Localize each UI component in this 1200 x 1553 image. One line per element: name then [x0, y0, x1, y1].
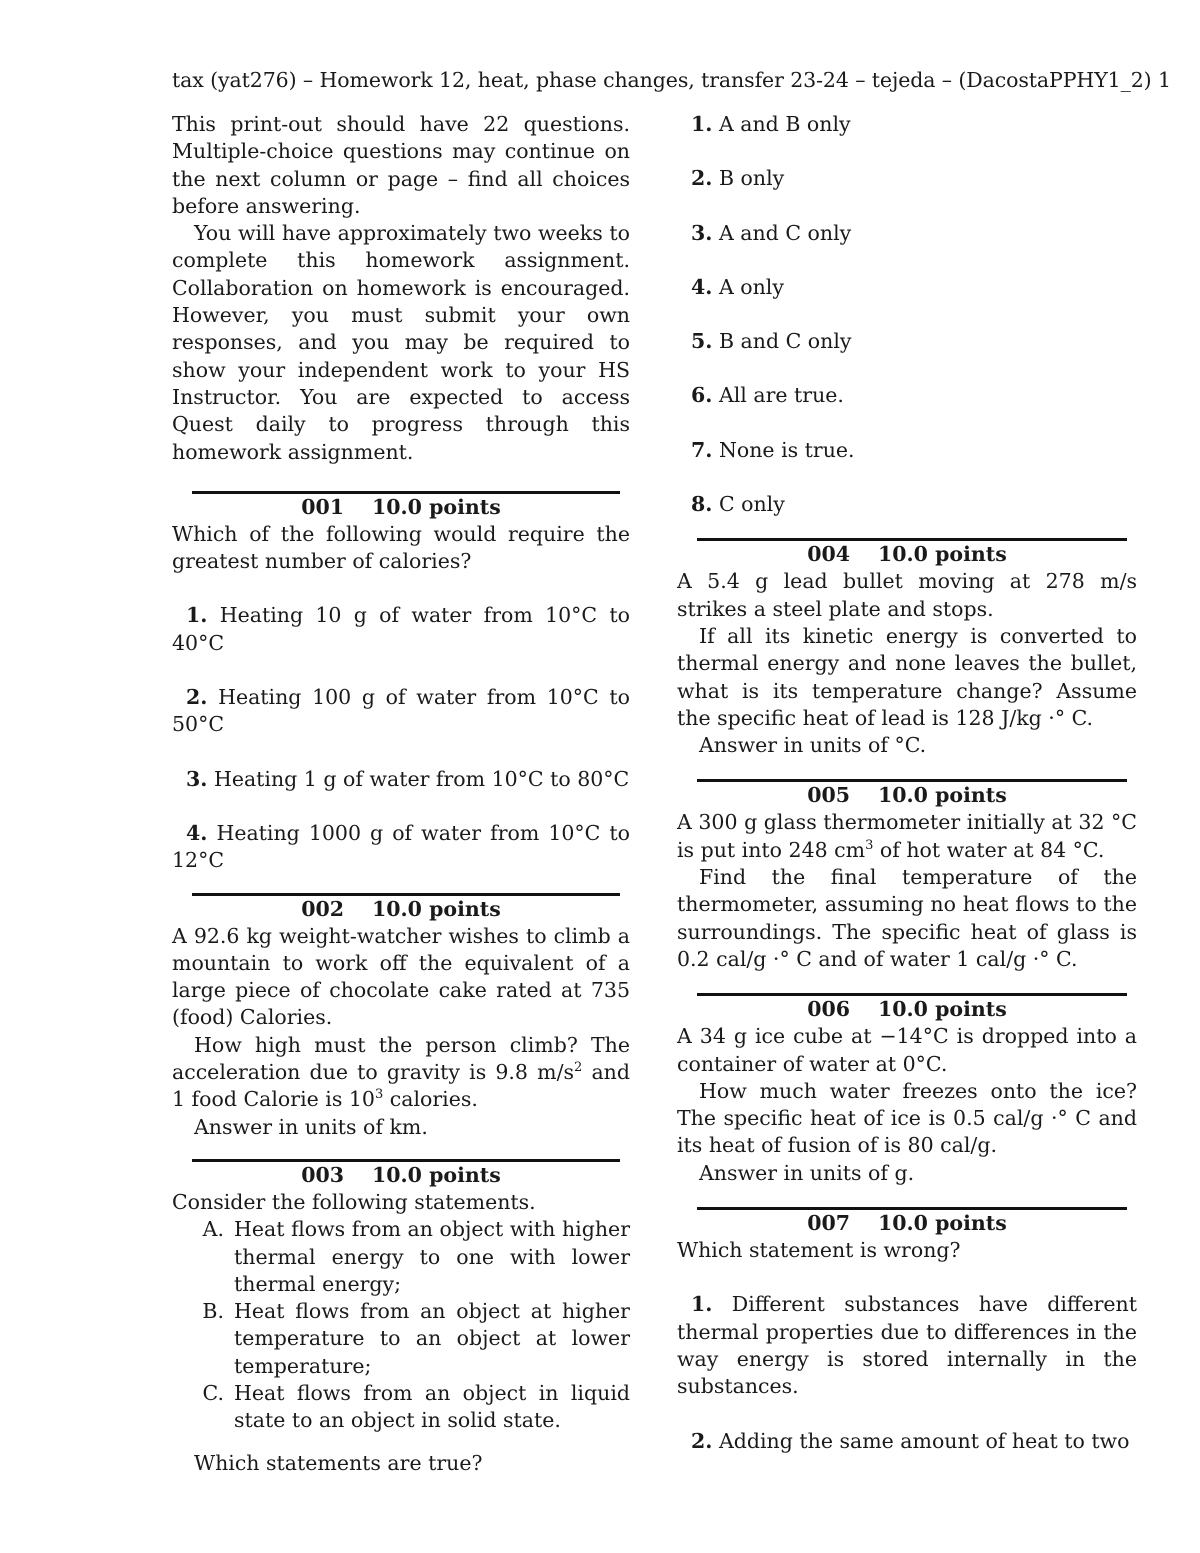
question-003-header: 003 10.0 points	[301, 1162, 501, 1187]
page-header: tax (yat276) – Homework 12, heat, phase changes, transfer 23-24 – tejeda – (DacostaPPHY1_2) 1	[172, 68, 1171, 92]
question-004-text: A 5.4 g lead bullet moving at 278 m/s strikes a steel plate and stops.	[677, 569, 1137, 621]
question-003-choice-6[interactable]: 6. All are true.	[691, 383, 844, 408]
statement-b: B. Heat flows from an object at higher temperature to an object at lower temperature;	[202, 1299, 630, 1378]
question-003-choice-7[interactable]: 7. None is true.	[691, 437, 855, 462]
question-007-header: 007 10.0 points	[807, 1211, 1007, 1236]
question-001-choice-2[interactable]: 2. Heating 100 g of water from 10°C to 50°C	[172, 685, 630, 737]
question-007-choice-2[interactable]: 2. Adding the same amount of heat to two	[691, 1428, 1130, 1453]
question-001-choice-4[interactable]: 4. Heating 1000 g of water from 10°C to 12°C	[172, 820, 630, 873]
question-002-header: 002 10.0 points	[301, 896, 501, 921]
left-column	[172, 111, 630, 1477]
question-005-detail: Find the final temperature of the thermometer, assuming no heat flows to the surroundings. The specific heat of glass is 0.2 cal/g ·° C and of water 1 cal/g ·° C.	[677, 865, 1137, 971]
question-004-detail: If all its kinetic energy is converted to thermal energy and none leaves the bullet, what is its temperature change? Assume the specific heat of lead is 128 J/kg ·° C.	[677, 623, 1137, 730]
intro-paragraph-2: You will have approximately two weeks to complete this homework assignment. Collaboration on homework is encouraged. However, you must submit your own responses, and you may be required to show your independent work to your HS Instructor. You are expected to access Quest daily to progress through this homework assignment.	[172, 221, 630, 464]
question-007-choice-1[interactable]: 1. Different substances have different thermal properties due to differences in the way energy is stored internally in the substances.	[677, 1292, 1137, 1399]
question-003-question: Which statements are true?	[194, 1450, 483, 1475]
question-001-prompt: Which of the following would require the greatest number of calories?	[172, 521, 630, 574]
question-005-header: 005 10.0 points	[807, 783, 1007, 808]
question-002-answer-units: Answer in units of km.	[194, 1114, 428, 1139]
question-003-choice-2[interactable]: 2. B only	[691, 166, 785, 191]
question-004-answer-units: Answer in units of °C.	[699, 733, 927, 758]
question-007-prompt: Which statement is wrong?	[677, 1238, 961, 1263]
question-006-text: A 34 g ice cube at −14°C is dropped into a container of water at 0°C.	[677, 1024, 1137, 1076]
question-003-choice-4[interactable]: 4. A only	[691, 274, 784, 299]
statement-a: A. Heat flows from an object with higher thermal energy to one with lower thermal energy;	[202, 1217, 630, 1296]
question-003-choice-1[interactable]: 1. A and B only	[691, 112, 851, 136]
intro-paragraph-1: This print-out should have 22 questions. Multiple-choice questions may continue on the next column or page – find all choices before answering.	[172, 112, 630, 218]
question-003-choice-8[interactable]: 8. C only	[691, 492, 785, 517]
question-006-answer-units: Answer in units of g.	[699, 1160, 915, 1185]
question-003-prompt: Consider the following statements.	[172, 1189, 536, 1214]
question-006-header: 006 10.0 points	[807, 997, 1007, 1022]
question-001-choice-3[interactable]: 3. Heating 1 g of water from 10°C to 80°C	[186, 766, 630, 791]
question-003-choice-5[interactable]: 5. B and C only	[691, 329, 852, 354]
question-001-header: 001 10.0 points	[301, 494, 501, 519]
question-002-text: A 92.6 kg weight-watcher wishes to climb a mountain to work off the equivalent of a large piece of chocolate cake rated at 735 (food) Calories.	[172, 923, 630, 1030]
question-001-choice-1[interactable]: 1. Heating 10 g of water from 10°C to 40°C	[172, 603, 630, 655]
statement-c: C. Heat flows from an object in liquid state to an object in solid state.	[202, 1380, 630, 1433]
question-002-detail: How high must the person climb? The acceleration due to gravity is 9.8 $m/s^2$ and 1 food Calorie is $10^3$ calories.	[172, 1032, 630, 1112]
question-003-choice-3[interactable]: 3. A and C only	[691, 220, 852, 245]
question-004-header: 004 10.0 points	[807, 542, 1007, 567]
question-006-detail: How much water freezes onto the ice? The specific heat of ice is 0.5 cal/g ·° C and its heat of fusion of is 80 cal/g.	[677, 1078, 1137, 1158]
question-005-text: A 300 g glass thermometer initially at 32 °C is put into 248 $cm^3$ of hot water at 84 °C.	[677, 810, 1137, 862]
right-column	[677, 111, 1137, 1455]
